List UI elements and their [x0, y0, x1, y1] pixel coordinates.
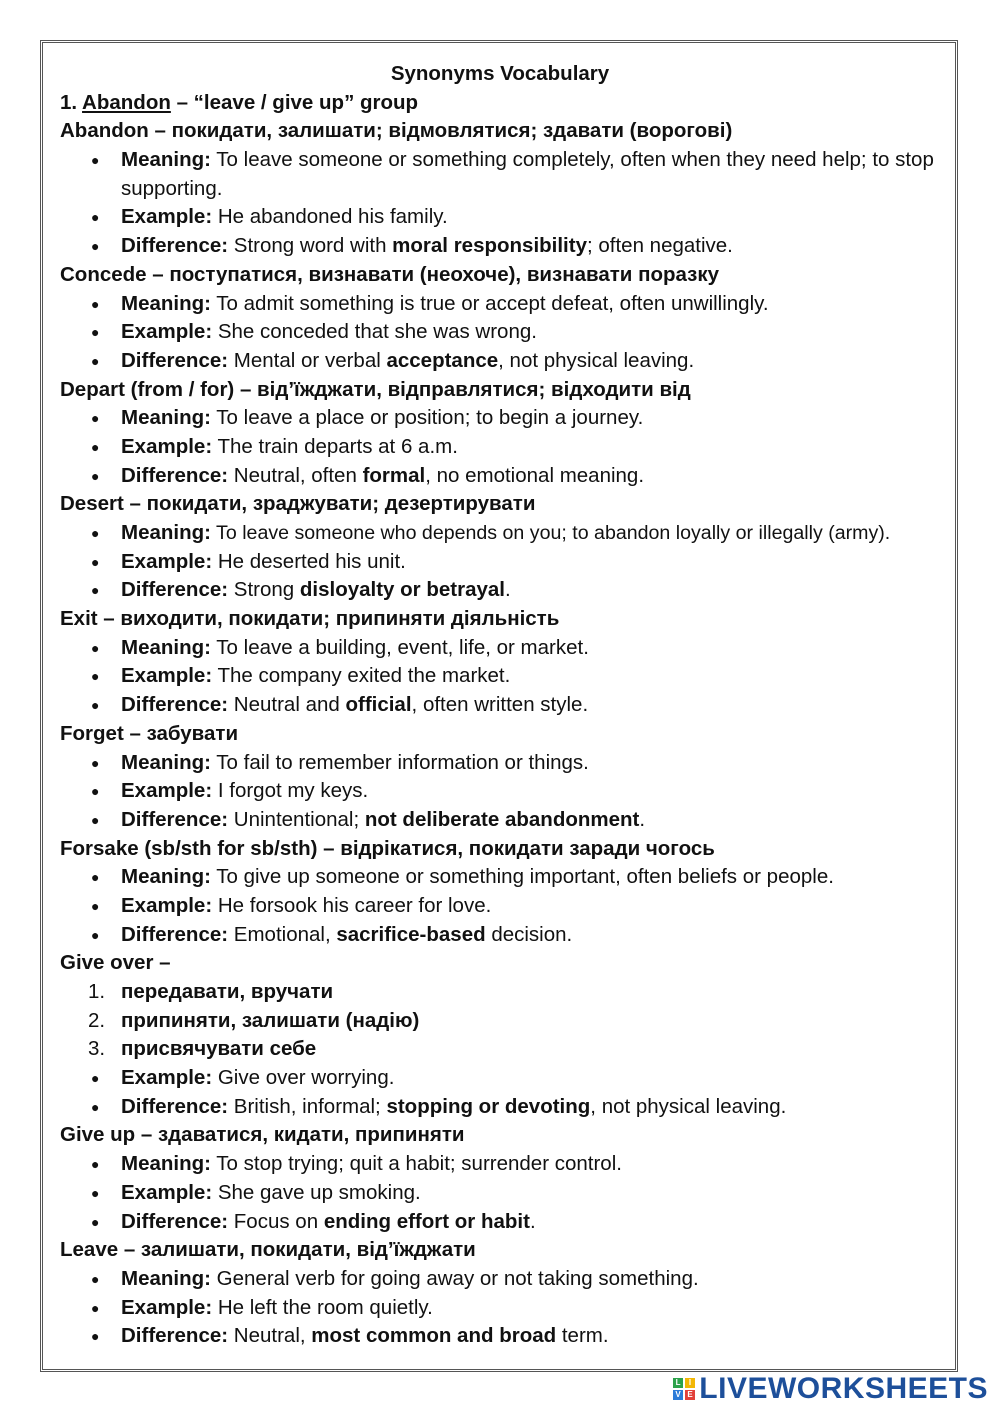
difference-item: ● Difference: Mental or verbal acceptance, not physical leaving.	[60, 347, 960, 376]
entry-heading: Forget – забувати	[60, 721, 239, 745]
meaning-item: ● Meaning: To leave someone or something completely, often when they need help; to stop supporting.	[91, 148, 934, 200]
entry-heading: Leave – залишати, покидати, від’їжджати	[60, 1238, 476, 1262]
example-item: ● Example: He abandoned his family.	[60, 203, 960, 232]
difference-item: ● Difference: Unintentional; not deliberate abandonment.	[60, 806, 960, 835]
entry-exit	[60, 605, 960, 720]
page-title: Synonyms Vocabulary	[390, 62, 610, 85]
bullet-icon: ●	[91, 410, 100, 427]
meaning-item: ● Meaning: To fail to remember information or things.	[60, 749, 960, 778]
difference-item: ● Difference: Emotional, sacrifice-based decision.	[60, 921, 960, 950]
entry-give-up	[60, 1121, 960, 1236]
entry-heading: Give over –	[60, 951, 171, 975]
entry-heading: Depart (from / for) – від’їжджати, відправлятися; відходити від	[60, 377, 691, 401]
liveworksheets-logo[interactable]	[673, 1372, 988, 1406]
logo-text: LIVEWORKSHEETS	[699, 1372, 988, 1405]
bullet-icon: ●	[91, 897, 100, 914]
example-item: ● Example: He left the room quietly.	[60, 1294, 960, 1323]
entry-leave	[60, 1236, 960, 1351]
entry-forsake	[60, 835, 960, 950]
bullet-icon: ●	[91, 754, 100, 771]
meaning-item: ● Meaning: To leave someone who depends on you; to abandon loyally or illegally (army).	[60, 519, 960, 548]
sense-item: 1. передавати, вручати	[88, 980, 334, 1004]
meaning-item: ● Meaning: To leave a building, event, life, or market.	[60, 634, 960, 663]
example-item: ● Example: He forsook his career for love.	[60, 892, 960, 921]
bullet-icon: ●	[91, 1299, 100, 1316]
entry-abandon	[60, 117, 960, 260]
example-item: ● Example: She gave up smoking.	[60, 1179, 960, 1208]
entry-heading: Concede – поступатися, визнавати (неохоче), визнавати поразку	[60, 262, 720, 286]
group-heading	[60, 89, 960, 118]
bullet-icon: ●	[91, 295, 100, 312]
sense-item: 2. припиняти, залишати (надію)	[88, 1008, 420, 1032]
sense-item: 3. присвячувати себе	[88, 1037, 317, 1061]
bullet-icon: ●	[91, 811, 100, 828]
bullet-icon: ●	[91, 152, 100, 169]
difference-item: ● Difference: Strong disloyalty or betrayal.	[60, 576, 960, 605]
entry-forget	[60, 720, 960, 835]
logo-tile: V	[673, 1390, 683, 1400]
group-number: 1.	[60, 90, 78, 114]
entry-heading: Abandon – покидати, залишати; відмовлятися; здавати (ворогові)	[60, 119, 733, 143]
logo-tile: L	[673, 1378, 683, 1388]
bullet-icon: ●	[91, 209, 100, 226]
entry-depart	[60, 376, 960, 491]
entry-desert	[60, 490, 960, 605]
bullet-icon: ●	[91, 553, 100, 570]
example-item: ● Example: I forgot my keys.	[60, 777, 960, 806]
entry-heading: Give up – здаватися, кидати, припиняти	[60, 1123, 465, 1147]
bullet-icon: ●	[91, 582, 100, 599]
worksheet	[60, 60, 960, 1351]
difference-item: ● Difference: Neutral and official, often written style.	[60, 691, 960, 720]
group-rest: – “leave / give up” group	[170, 90, 419, 114]
entry-give-over	[60, 949, 960, 1121]
bullet-icon: ●	[91, 926, 100, 943]
example-item: ● Example: Give over worrying.	[60, 1064, 960, 1093]
bullet-icon: ●	[91, 238, 100, 255]
entry-concede	[60, 261, 960, 376]
bullet-icon: ●	[91, 352, 100, 369]
group-word: Abandon	[82, 90, 171, 114]
entry-heading: Exit – виходити, покидати; припиняти діяльність	[60, 607, 560, 631]
bullet-icon: ●	[91, 1213, 100, 1230]
entry-heading: Desert – покидати, зраджувати; дезертирувати	[60, 492, 536, 516]
bullet-icon: ●	[91, 1270, 100, 1287]
bullet-icon: ●	[91, 1328, 100, 1345]
meaning-item: ● Meaning: To admit something is true or accept defeat, often unwillingly.	[60, 290, 960, 319]
logo-tile: E	[685, 1390, 695, 1400]
bullet-icon: ●	[91, 697, 100, 714]
bullet-icon: ●	[91, 668, 100, 685]
bullet-icon: ●	[91, 1070, 100, 1087]
logo-tile: I	[685, 1378, 695, 1388]
difference-item: ● Difference: Neutral, often formal, no emotional meaning.	[60, 462, 960, 491]
liveworksheets-logo-icon	[673, 1378, 695, 1400]
meaning-item: ● Meaning: To give up someone or something important, often beliefs or people.	[60, 863, 960, 892]
bullet-icon: ●	[91, 869, 100, 886]
example-item: ● Example: She conceded that she was wrong.	[60, 318, 960, 347]
difference-item: ● Difference: British, informal; stopping or devoting, not physical leaving.	[60, 1093, 960, 1122]
bullet-icon: ●	[91, 1156, 100, 1173]
bullet-icon: ●	[91, 783, 100, 800]
bullet-icon: ●	[91, 639, 100, 656]
example-item: ● Example: He deserted his unit.	[60, 548, 960, 577]
difference-item: ● Difference: Strong word with moral responsibility; often negative.	[60, 232, 960, 261]
bullet-icon: ●	[91, 467, 100, 484]
bullet-icon: ●	[91, 525, 100, 542]
entry-heading: Forsake (sb/sth for sb/sth) – відрікатися, покидати заради чогось	[60, 836, 715, 860]
bullet-icon: ●	[91, 438, 100, 455]
difference-item: ● Difference: Focus on ending effort or habit.	[60, 1208, 960, 1237]
difference-item: ● Difference: Neutral, most common and broad term.	[60, 1322, 960, 1351]
bullet-icon: ●	[91, 324, 100, 341]
meaning-item: ● Meaning: General verb for going away or not taking something.	[60, 1265, 960, 1294]
meaning-item: ● Meaning: To leave a place or position; to begin a journey.	[60, 404, 960, 433]
bullet-icon: ●	[91, 1184, 100, 1201]
example-item: ● Example: The train departs at 6 a.m.	[60, 433, 960, 462]
meaning-item: ● Meaning: To stop trying; quit a habit; surrender control.	[60, 1150, 960, 1179]
bullet-icon: ●	[91, 1098, 100, 1115]
example-item: ● Example: The company exited the market.	[60, 662, 960, 691]
